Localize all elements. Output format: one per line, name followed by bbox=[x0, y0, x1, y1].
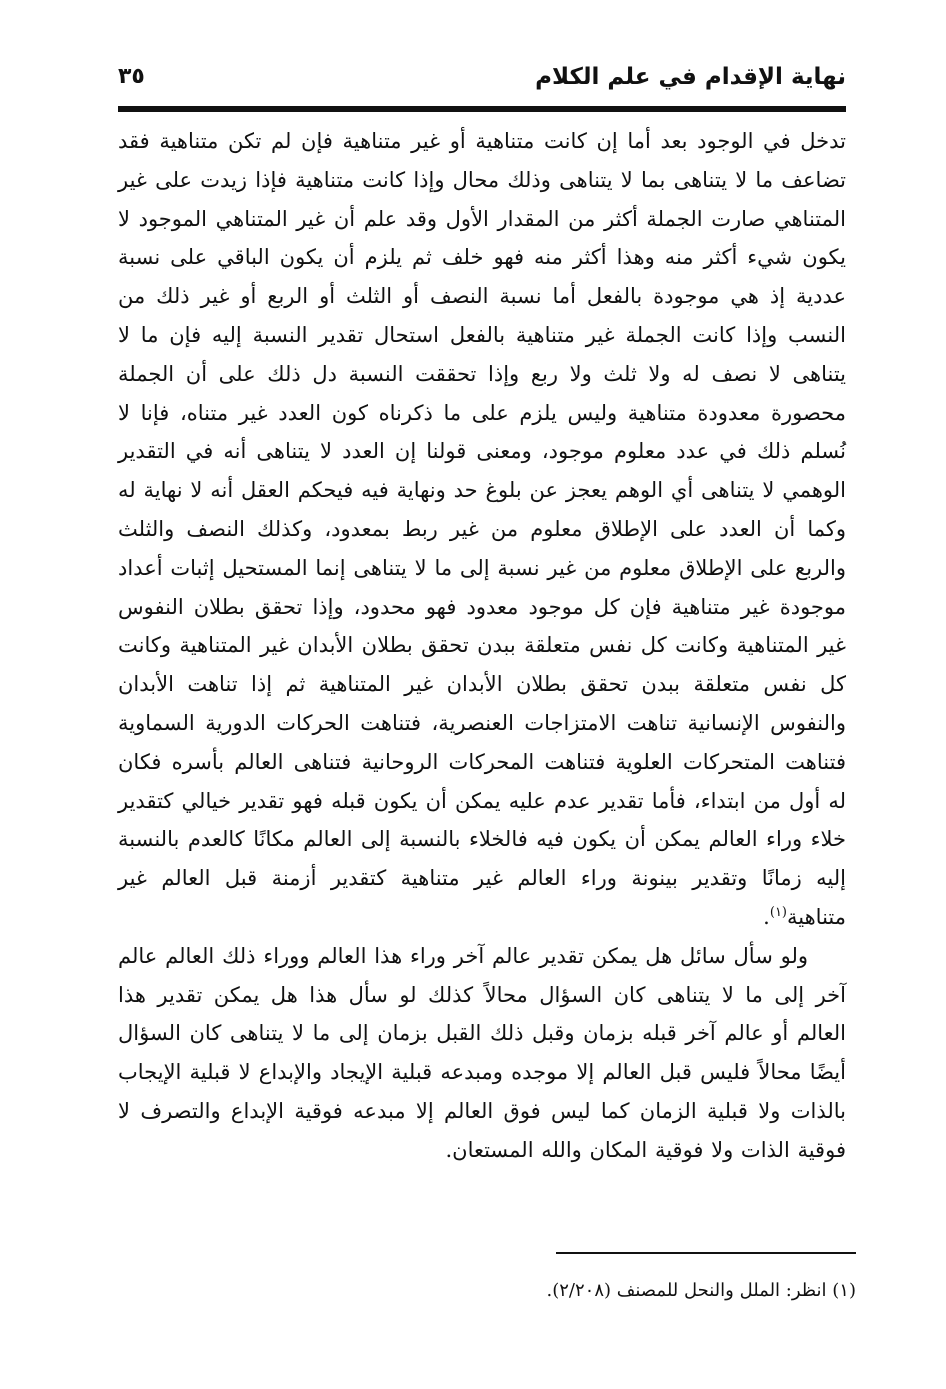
paragraph-1 bbox=[118, 122, 846, 937]
header-rule bbox=[118, 106, 846, 112]
main-text bbox=[118, 122, 846, 1170]
running-title: نهاية الإقدام في علم الكلام bbox=[535, 64, 846, 90]
page-number: ٣٥ bbox=[118, 64, 145, 89]
paragraph-1-text: تدخل في الوجود بعد أما إن كانت متناهية أو غير متناهية فإن لم تكن متناهية فقد تضاعف ما لا يتناهى بما لا يتناهى وذلك محال وإذا كانت متناهية فإذا زيدت على غير المتناهي صارت الجملة أكثر من المقدار الأول وقد علم أن غير المتناهي الموجود لا يكون شيء أكثر منه وهذا أكثر منه فهو خلف ثم يلزم أن يكون الباقي على نسبة عددية إذ هي موجودة بالفعل أما نسبة النصف أو الثلث أو الربع أو غير ذلك من النسب وإذا كانت الجملة غير متناهية بالفعل استحال تقدير النسبة إليه فإن ما لا يتناهى لا نصف له ولا ثلث ولا ربع وإذا تحققت النسبة دل ذلك على أن الجملة محصورة معدودة متناهية وليس يلزم على ما ذكرناه كون العدد غير متناه، فإنا لا نُسلم ذلك في عدد معلوم موجود، ومعنى قولنا إن العدد لا يتناهى أنه في التقدير الوهمي لا يتناهى أي الوهم يعجز عن بلوغ حد ونهاية فيه فيحكم العقل أنه لا نهاية له وكما أن العدد على الإطلاق معلوم من غير ربط بمعدود، وكذلك النصف والثلث والربع على الإطلاق معلوم من غير نسبة إلى ما لا يتناهى إنما المستحيل إثبات أعداد موجودة غير متناهية فإن كل موجود معدود فهو محدود، وإذا تحقق بطلان النفوس غير المتناهية وكانت كل نفس متعلقة ببدن تحقق بطلان الأبدان غير المتناهية وكانت كل نفس متعلقة ببدن تحقق بطلان الأبدان غير المتناهية ثم إذا تناهت الأبدان والنفوس الإنسانية تناهت الامتزاجات العنصرية، فتناهت الحركات الدورية السماوية فتناهت المتحركات العلوية فتناهت المحركات الروحانية فتناهى العالم بأسره فكان له أول من ابتداء، فأما تقدير عدم عليه يمكن أن يكون قبله فهو تقدير خيالي كتقدير خلاء وراء العالم يمكن أن يكون فيه فالخلاء بالنسبة إلى العالم مكانًا كالعدم بالنسبة إليه زمانًا وتقدير بينونة وراء العالم غير متناهية كتقدير أزمنة قبل العالم غير متناهية bbox=[118, 129, 847, 929]
footnote: (١) انظر: الملل والنحل للمصنف (٢/٢٠٨). bbox=[546, 1280, 856, 1301]
paragraph-1-end: . bbox=[763, 904, 770, 929]
footnote-separator bbox=[556, 1252, 856, 1254]
paragraph-2: ولو سأل سائل هل يمكن تقدير عالم آخر وراء هذا العالم ووراء ذلك العالم عالم آخر إلى ما لا يتناهى كان السؤال محالاً كذلك لو سأل هذا هل يمكن تقدير هذا العالم أو عالم آخر قبله بزمان وقبل ذلك القبل بزمان إلى ما لا يتناهى كان السؤال أيضًا محالاً فليس قبل العالم إلا موجده ومبدعه قبلية الإيجاد والإبداع لا قبلية الإيجاب بالذات ولا قبلية الزمان كما ليس فوق العالم إلا مبدعه فوقية الإبداع والتصرف لا فوقية الذات ولا فوقية المكان والله المستعان. bbox=[118, 943, 846, 1162]
page-header bbox=[118, 58, 846, 104]
footnote-reference[interactable]: (١) bbox=[769, 904, 787, 920]
